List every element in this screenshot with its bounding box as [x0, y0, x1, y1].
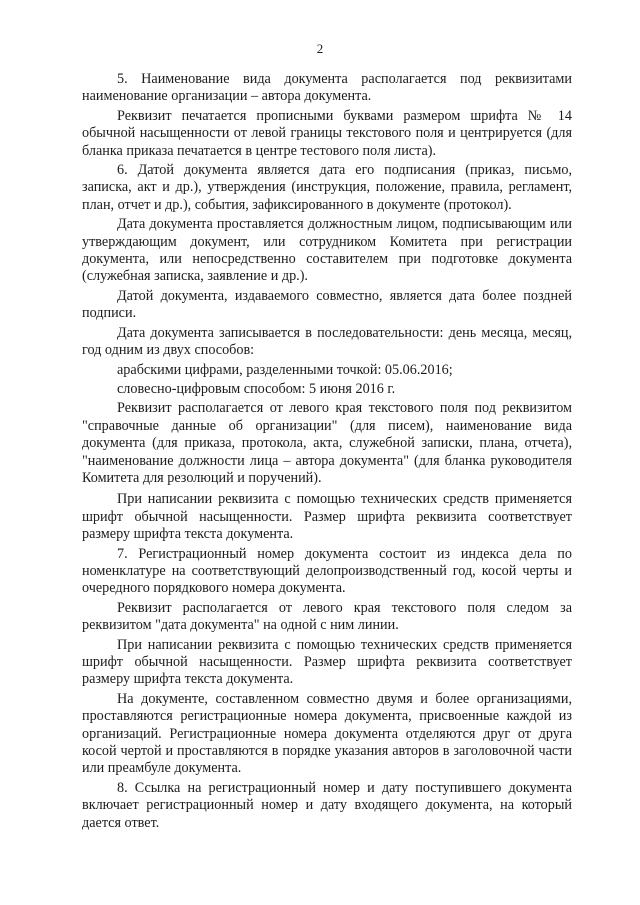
- paragraph-date-signer: Дата документа проставляется должностным лицом, подписывающим или утверждающим документ, или сотрудником Комитета при регистрации документа, или непосредственно составителем при подготовке документа (служебная записка, заявление и др.).: [82, 216, 572, 285]
- paragraph-item-5-heading: 5. Наименование вида документа располагается под реквизитами наименование организации – автора документа.: [82, 71, 572, 105]
- paragraph-regnum-technical: При написании реквизита с помощью технических средств применяется шрифт обычной насыщенности. Размер шрифта реквизита соответствует размеру шрифта текста документа.: [82, 636, 572, 688]
- paragraph-regnum-placement: Реквизит располагается от левого края текстового поля следом за реквизитом "дата документа" на одной с ним линии.: [82, 599, 572, 634]
- paragraph-item-6-heading: 6. Датой документа является дата его подписания (приказ, письмо, записка, акт и др.), утверждения (инструкция, положение, правила, регламент, план, отчет и др.), события, зафиксированного в документе (протокол).: [82, 162, 572, 213]
- paragraph-date-verbal: словесно-цифровым способом: 5 июня 2016 г.: [117, 380, 396, 397]
- paragraph-joint-date: Датой документа, издаваемого совместно, является дата более поздней подписи.: [82, 287, 572, 322]
- document-body: [82, 71, 572, 834]
- paragraph-item-7-heading: 7. Регистрационный номер документа состоит из индекса дела по номенклатуре на соответствующий делопроизводственный год, косой черты и очередного порядкового номера документа.: [82, 545, 572, 597]
- paragraph-date-format: Дата документа записывается в последовательности: день месяца, месяц, год одним из двух способов:: [82, 324, 572, 359]
- page-number: 2: [316, 41, 324, 56]
- paragraph-date-technical: При написании реквизита с помощью технических средств применяется шрифт обычной насыщенности. Размер шрифта реквизита соответствует размеру шрифта текста документа.: [82, 491, 572, 543]
- paragraph-item-8-heading: 8. Ссылка на регистрационный номер и дату поступившего документа включает регистрационный номер и дату входящего документа, на который дается ответ.: [82, 779, 572, 831]
- paragraph-date-placement: Реквизит располагается от левого края текстового поля под реквизитом "справочные данные об организации" (для писем), наименование вида документа (для приказа, протокола, акта, служебной записки, плана, отчета), "наименование должности лица – автора документа" (для бланка руководителя Комитета для резолюций и поручений).: [82, 400, 572, 486]
- paragraph-joint-regnum: На документе, составленном совместно двумя и более организациями, проставляются регистрационные номера документа, присвоенные каждой из организаций. Регистрационные номера документа отделяются друг от друга косой чертой и проставляются в порядке указания авторов в заголовочной части или преамбуле документа.: [82, 690, 572, 777]
- paragraph-requisite-font: Реквизит печатается прописными буквами размером шрифта № 14 обычной насыщенности от левой границы текстового поля и центрируется (для бланка приказа печатается в центре тестового поля листа).: [82, 107, 572, 159]
- paragraph-date-numeric: арабскими цифрами, разделенными точкой: 05.06.2016;: [117, 361, 453, 378]
